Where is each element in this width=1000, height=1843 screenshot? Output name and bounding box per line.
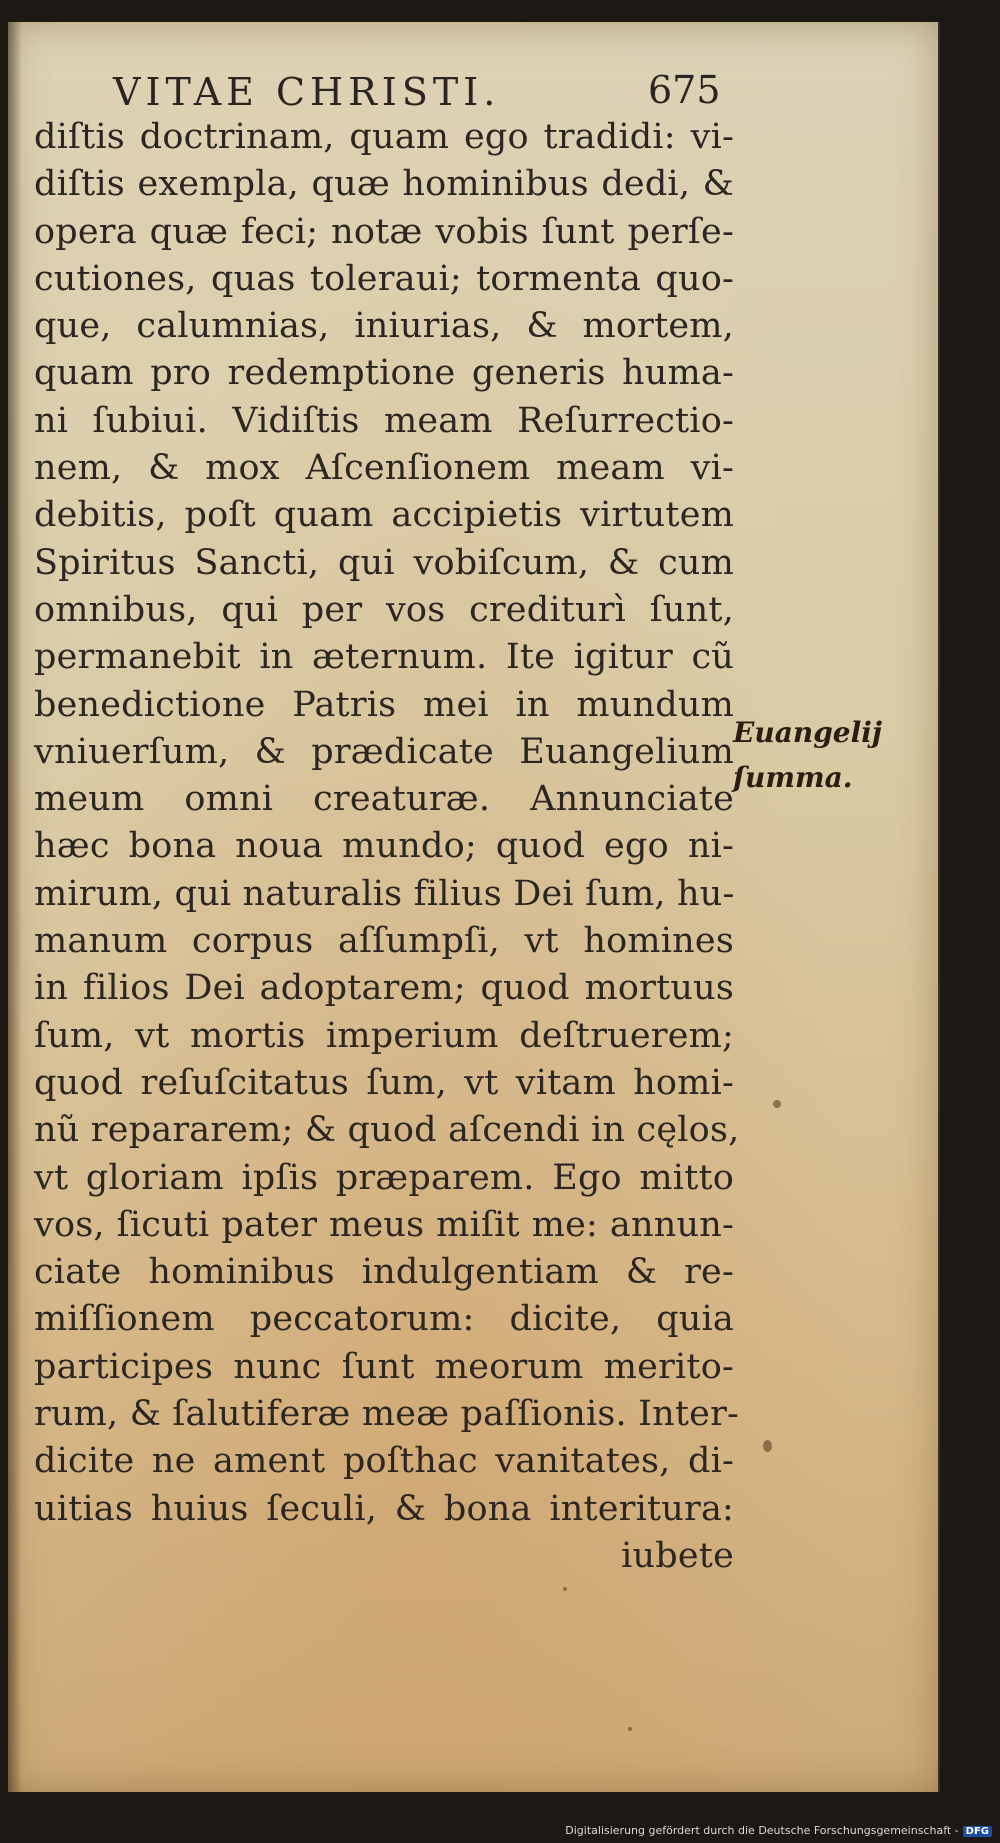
page-number: 675 (648, 68, 721, 112)
ink-spot (773, 1100, 781, 1108)
credit-text: Digitalisierung gefördert durch die Deutsche Forschungsgemeinschaft - (565, 1824, 959, 1837)
text-line: benedictione Patris mei in mundum (34, 684, 734, 725)
text-line: omnibus, qui per vos crediturì ſunt, (34, 589, 734, 630)
margin-note-line: ſumma. (733, 761, 853, 794)
running-title: VITAE CHRISTI. (113, 70, 501, 114)
page-gutter-shadow (8, 22, 22, 1792)
text-line: Spiritus Sancti, qui vobiſcum, & cum (34, 542, 734, 583)
text-line: dicite ne ament poſthac vanitates, di- (34, 1441, 734, 1482)
text-line: diſtis exempla, quæ hominibus dedi, & (34, 164, 734, 205)
text-line: participes nunc ſunt meorum merito- (34, 1346, 734, 1387)
text-line: permanebit in æternum. Ite igitur cũ (34, 637, 734, 678)
text-line: ciate hominibus indulgentiam & re- (34, 1252, 734, 1293)
text-line: manum corpus aſſumpſi, vt homines (34, 921, 734, 962)
text-line: que, calumnias, iniurias, & mortem, (34, 306, 734, 347)
margin-note-line: Euangelij (733, 716, 882, 749)
text-line: vt gloriam ipſis præparem. Ego mitto (34, 1157, 734, 1198)
text-line: nem, & mox Aſcenſionem meam vi- (34, 448, 734, 489)
text-line: debitis, poſt quam accipietis virtutem (34, 495, 734, 536)
page-header (8, 52, 938, 122)
text-line: vniuerſum, & prædicate Euangelium (34, 731, 734, 772)
dfg-logo: DFG (963, 1826, 992, 1837)
text-line: cutiones, quas toleraui; tormenta quo- (34, 258, 734, 299)
text-line: diſtis doctrinam, quam ego tradidi: vi- (34, 117, 734, 157)
text-line: meum omni creaturæ. Annunciate (34, 779, 734, 820)
text-line: nũ repararem; & quod aſcendi in cęlos, (34, 1110, 740, 1151)
text-line: miſſionem peccatorum: dicite, quia (34, 1299, 734, 1340)
text-line: uitias huius ſeculi, & bona interitura: (34, 1488, 734, 1529)
text-line: in filios Dei adoptarem; quod mortuus (34, 968, 734, 1009)
text-line: ni ſubiui. Vidiſtis meam Reſurrectio- (34, 400, 734, 441)
text-line: hæc bona noua mundo; quod ego ni- (34, 826, 734, 867)
book-page (8, 22, 940, 1792)
ink-spot (628, 1727, 632, 1731)
text-line: ſum, vt mortis imperium deſtruerem; (34, 1015, 734, 1056)
ink-spot (563, 1587, 567, 1591)
text-line: mirum, qui naturalis filius Dei ſum, hu- (34, 873, 735, 914)
text-line: quam pro redemptione generis huma- (34, 353, 734, 394)
body-text (34, 114, 740, 1580)
text-line: rum, & ſalutiferæ meæ paſſionis. Inter- (34, 1394, 740, 1435)
catchword: iubete (621, 1535, 734, 1576)
text-line: vos, ſicuti pater meus miſit me: annun- (34, 1204, 734, 1245)
ink-spot (763, 1440, 772, 1452)
margin-note (733, 710, 913, 800)
text-line: opera quæ feci; notæ vobis ſunt perſe- (34, 211, 734, 252)
digitization-credit (565, 1824, 992, 1837)
text-line: quod reſuſcitatus ſum, vt vitam homi- (34, 1062, 734, 1103)
